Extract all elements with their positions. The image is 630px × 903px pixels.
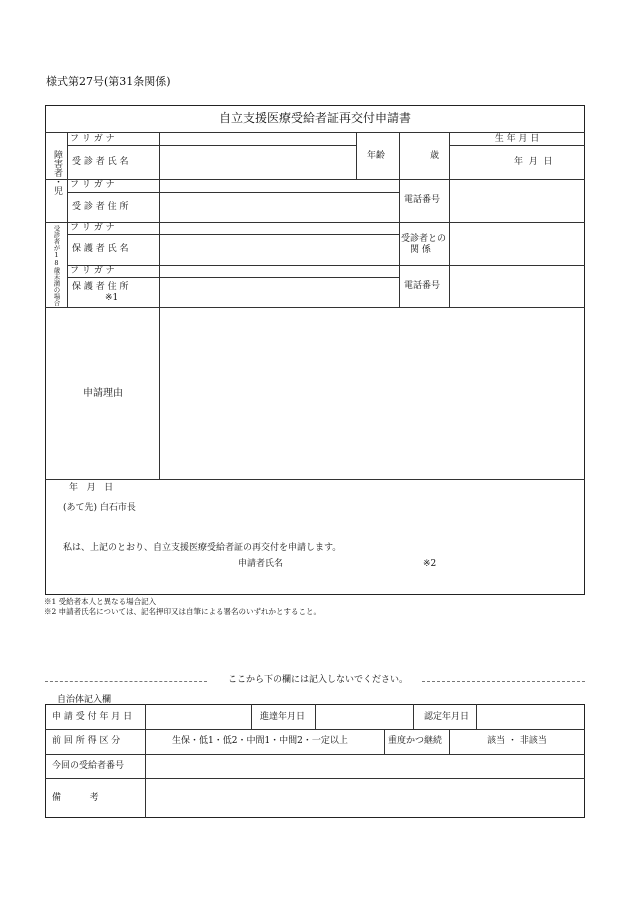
applicable-options[interactable]: 該当 ・ 非該当 <box>487 736 547 746</box>
separator-right <box>422 681 585 682</box>
applicant-address-field[interactable] <box>160 193 398 222</box>
guardian-name-label: 保 護 者 氏 名 <box>72 244 129 254</box>
note-2: ※2 申請者氏名については、記名押印又は自筆による署名のいずれかとすること。 <box>44 607 322 616</box>
signer-note: ※2 <box>423 559 437 569</box>
income-options[interactable]: 生保・低1・低2・中間1・中間2・一定以上 <box>172 736 348 746</box>
remarks-label: 備 考 <box>52 793 99 803</box>
applicant-furigana-field[interactable] <box>160 133 355 145</box>
guardian-address-field[interactable] <box>160 278 398 307</box>
signer-field[interactable] <box>285 556 420 572</box>
addressee: (あて先) 白石市長 <box>63 503 136 513</box>
signer-label: 申請者氏名 <box>238 559 284 569</box>
applicant-phone-label: 電話番号 <box>404 195 441 205</box>
age-field[interactable] <box>400 133 448 179</box>
reason-field[interactable] <box>160 308 584 479</box>
guardian-phone-field[interactable] <box>450 266 584 307</box>
received-date-field[interactable] <box>146 705 250 729</box>
applicant-furigana-label-2: フ リ ガ ナ <box>70 180 115 190</box>
declaration: 私は、上記のとおり、自立支援医療受給者証の再交付を申請します。 <box>63 543 342 553</box>
form-number: 様式第27号(第31条関係) <box>46 75 171 88</box>
guardian-furigana-label-2: フ リ ガ ナ <box>70 266 115 276</box>
date-line[interactable]: 年 月 日 <box>69 483 114 493</box>
note-1: ※1 受給者本人と異なる場合記入 <box>44 597 157 606</box>
applicant-furigana-label: フ リ ガ ナ <box>70 134 115 144</box>
applicant-address-label: 受 診 者 住 所 <box>72 202 129 212</box>
recipient-number-field[interactable] <box>146 755 584 778</box>
separator-left <box>45 681 207 682</box>
guardian-name-field[interactable] <box>160 235 398 265</box>
recipient-number-label: 今回の受給者番号 <box>52 761 125 771</box>
guardian-phone-label: 電話番号 <box>404 281 441 291</box>
applicant-phone-field[interactable] <box>450 180 584 222</box>
sent-date-field[interactable] <box>316 705 412 729</box>
age-unit: 歳 <box>430 151 440 161</box>
continuous-label: 重度かつ継続 <box>388 736 443 746</box>
guardian-side-label: 受診者が18歳未満の場合 <box>52 225 61 306</box>
birth-date-value[interactable]: 年 月 日 <box>514 157 553 167</box>
applicant-name-field[interactable] <box>160 146 355 179</box>
reason-label: 申請理由 <box>83 388 123 399</box>
relation-label-1: 受診者との <box>401 234 447 244</box>
guardian-address-note: ※1 <box>105 293 119 303</box>
birth-date-label: 生 年 月 日 <box>494 134 540 144</box>
certified-date-field[interactable] <box>477 705 584 729</box>
prev-income-label: 前 回 所 得 区 分 <box>52 736 121 746</box>
certified-date-label: 認定年月日 <box>424 712 470 722</box>
office-section-label: 自治体記入欄 <box>57 695 112 705</box>
applicant-side-label: 障害者・児 <box>52 150 62 195</box>
received-date-label: 申 請 受 付 年 月 日 <box>52 712 133 722</box>
relation-label-2: 関 係 <box>410 245 431 255</box>
age-label: 年齢 <box>367 151 386 161</box>
sent-date-label: 進達年月日 <box>260 712 306 722</box>
guardian-address-label: 保 護 者 住 所 <box>72 282 129 292</box>
separator-text: ここから下の欄には記入しないでください。 <box>228 675 409 685</box>
applicant-name-label: 受 診 者 氏 名 <box>72 157 129 167</box>
remarks-field[interactable] <box>146 779 584 817</box>
guardian-furigana-label: フ リ ガ ナ <box>70 223 115 233</box>
form-title: 自立支援医療受給者証再交付申請書 <box>218 111 411 125</box>
relation-field[interactable] <box>450 223 584 265</box>
